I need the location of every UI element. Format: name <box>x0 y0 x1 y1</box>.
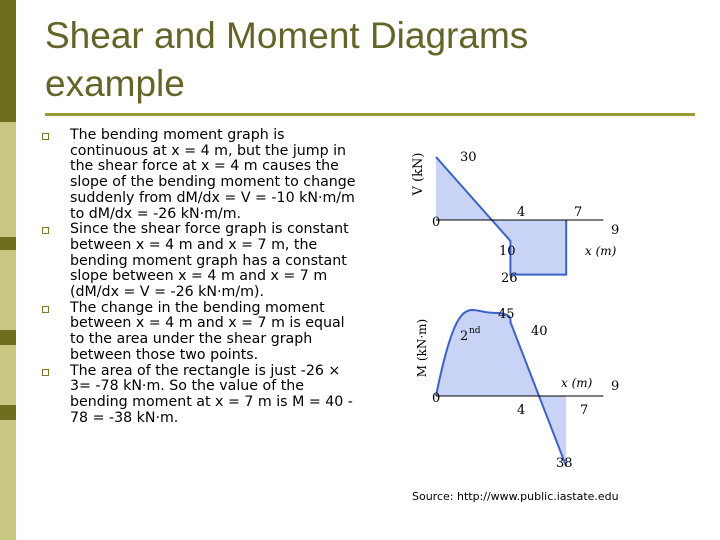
square-bullet-icon <box>42 133 49 140</box>
square-bullet-icon <box>42 306 49 313</box>
shear-moment-diagram <box>412 134 648 474</box>
moment-note-label: 2 <box>460 329 469 344</box>
slide-sidebar <box>0 0 16 540</box>
shear-y-axis-label: V (kN) <box>412 152 426 196</box>
shear-diagram <box>412 150 619 286</box>
shear-data-label: 10 <box>499 244 516 259</box>
shear-tick-label: 30 <box>460 150 477 165</box>
bullet-item <box>42 222 362 301</box>
title-line-1: Shear and Moment Diagrams <box>45 15 529 56</box>
title-divider <box>45 113 695 116</box>
slide-title <box>45 12 695 108</box>
moment-x-axis-label: x (m) <box>561 376 593 390</box>
bullet-text: Since the shear force graph is constant between x = 4 m and x = 7 m, the bending moment graph has a constant slope between x = 4 m and x = 7 m (dM/dx = V = -26 kN·m/m). <box>70 221 349 301</box>
bullet-list <box>42 128 362 426</box>
shear-tick-label: 4 <box>517 205 526 220</box>
sidebar-segment <box>0 122 16 237</box>
title-line-2: example <box>45 63 185 104</box>
bullet-item <box>42 364 362 427</box>
moment-tick-label: 9 <box>611 379 620 394</box>
bullet-item <box>42 128 362 222</box>
square-bullet-icon <box>42 227 49 234</box>
moment-data-label: 38 <box>556 456 573 471</box>
bullet-item <box>42 301 362 364</box>
sidebar-segment <box>0 345 16 405</box>
moment-tick-label: 7 <box>580 403 589 418</box>
shear-data-label: 26 <box>501 271 518 286</box>
shear-x-axis-label: x (m) <box>585 244 617 258</box>
moment-data-label: 45 <box>498 307 515 322</box>
bullet-text: The area of the rectangle is just -26 × 3= -78 kN·m. So the value of the bending moment at x = 7 m is M = 40 - 78 = -38 kN·m. <box>70 362 353 426</box>
moment-note-superscript: nd <box>469 326 481 336</box>
sidebar-segment <box>0 250 16 330</box>
bullet-text: The change in the bending moment between x = 4 m and x = 7 m is equal to the area under the shear graph between those two points. <box>70 299 345 363</box>
shear-tick-label: 9 <box>611 223 620 238</box>
moment-y-axis-label: M (kN·m) <box>415 318 429 378</box>
sidebar-segment <box>0 420 16 540</box>
diagram-svg <box>412 134 648 474</box>
shear-tick-label: 0 <box>432 215 441 230</box>
square-bullet-icon <box>42 369 49 376</box>
shear-tick-label: 7 <box>574 205 583 220</box>
moment-diagram <box>415 307 619 471</box>
bullet-text: The bending moment graph is continuous at x = 4 m, but the jump in the shear force at x = 4 m causes the slope of the bending moment to change suddenly from dM/dx = V = -10 kN·m/m to dM/dx = -26 kN·m/m. <box>70 127 356 222</box>
moment-tick-label: 4 <box>517 403 526 418</box>
source-caption: Source: http://www.public.iastate.edu <box>412 490 619 503</box>
moment-data-label: 40 <box>531 324 548 339</box>
moment-tick-label: 0 <box>432 391 441 406</box>
